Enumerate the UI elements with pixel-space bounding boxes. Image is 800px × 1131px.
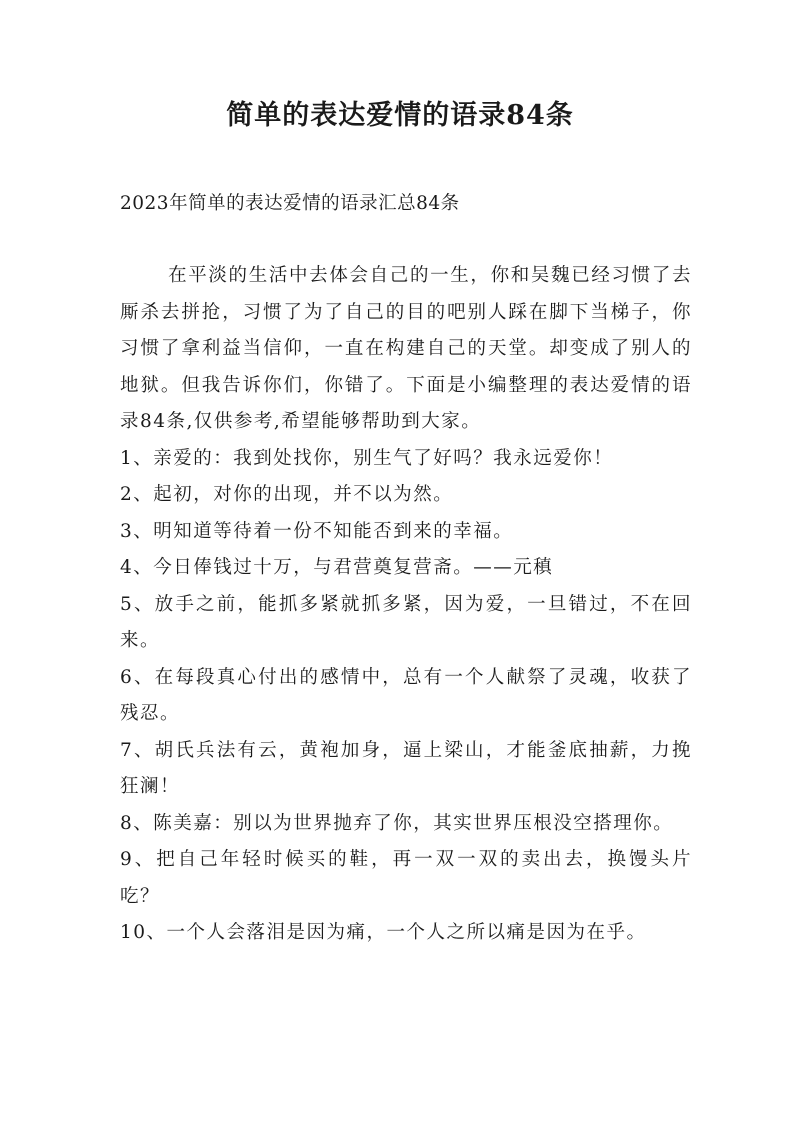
document-subtitle: 2023年简单的表达爱情的语录汇总84条 (120, 193, 460, 214)
list-item: 4、今日俸钱过十万，与君营奠复营斋。——元稹 (120, 557, 554, 578)
list-item: 9、把自己年轻时候买的鞋，再一双一双的卖出去，换馒头片吃？ (120, 849, 692, 907)
list-item: 2、起初，对你的出现，并不以为然。 (120, 484, 454, 505)
document-body (120, 258, 692, 952)
list-item: 10、一个人会落泪是因为痛，一个人之所以痛是因为在乎。 (120, 922, 647, 943)
document-title: 简单的表达爱情的语录84条 (226, 100, 574, 131)
intro-paragraph: 在平淡的生活中去体会自己的一生，你和吴魏已经习惯了去厮杀去拼抢，习惯了为了自己的目的吧别人踩在脚下当梯子，你习惯了拿利益当信仰，一直在构建自己的天堂。却变成了别人的地狱。但我告诉你们，你错了。下面是小编整理的表达爱情的语录84条,仅供参考,希望能够帮助到大家。 (120, 265, 692, 432)
list-item: 3、明知道等待着一份不知能否到来的幸福。 (120, 520, 514, 542)
list-item: 1、亲爱的：我到处找你，别生气了好吗？我永远爱你！ (120, 447, 614, 469)
list-item: 8、陈美嘉：别以为世界抛弃了你，其实世界压根没空搭理你。 (120, 812, 674, 834)
list-item: 5、放手之前，能抓多紧就抓多紧，因为爱，一旦错过，不在回来。 (120, 593, 692, 651)
list-item: 6、在每段真心付出的感情中，总有一个人献祭了灵魂，收获了残忍。 (120, 666, 692, 724)
list-item: 7、胡氏兵法有云，黄袍加身，逼上梁山，才能釜底抽薪，力挽狂澜！ (120, 739, 692, 797)
